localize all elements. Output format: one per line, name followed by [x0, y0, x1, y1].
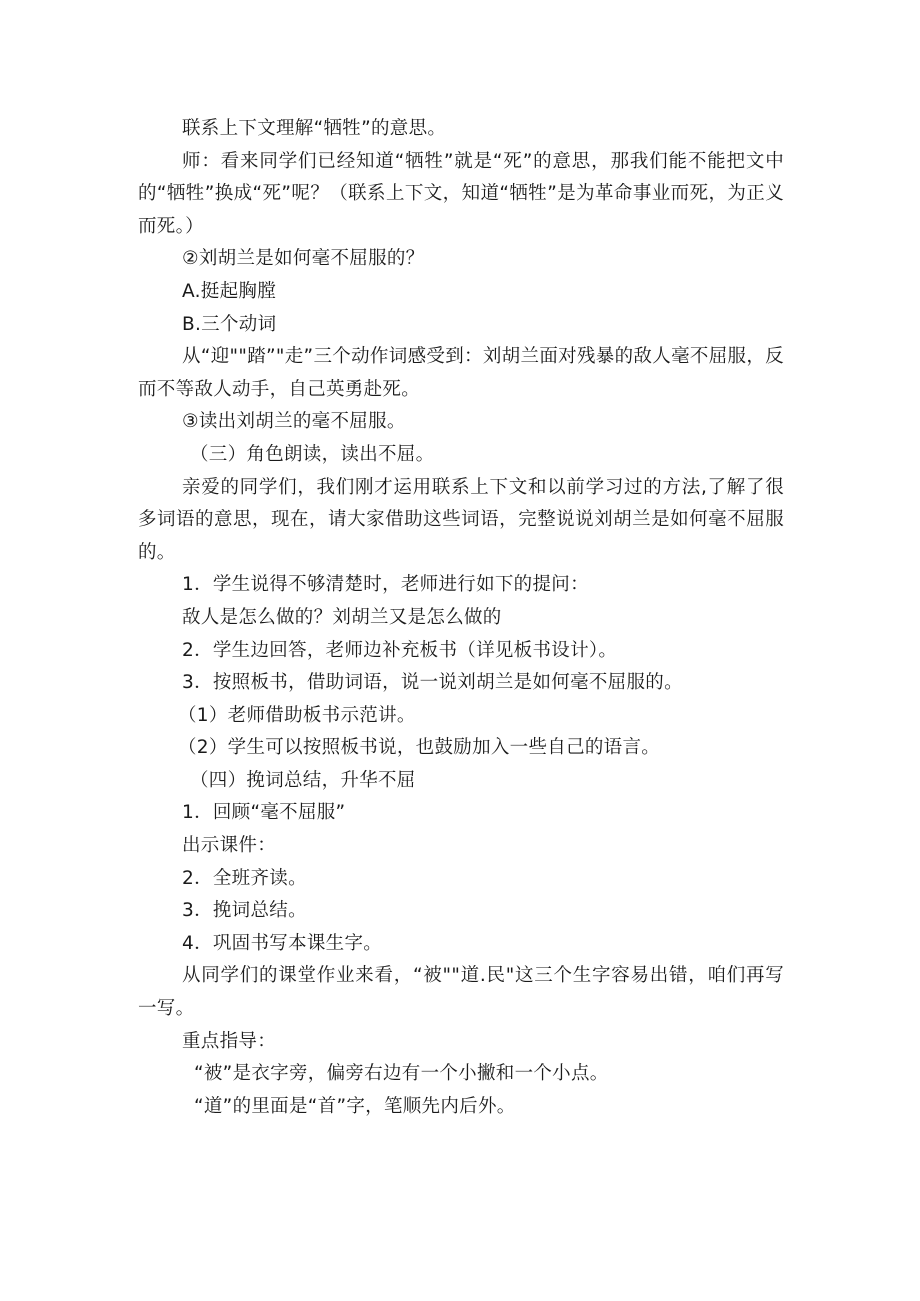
- paragraph: ③读出刘胡兰的毫不屈服。: [182, 411, 406, 433]
- list-item: 1．学生说得不够清楚时，老师进行如下的提问：: [182, 574, 589, 596]
- section-heading: （四）挽词总结，升华不屈: [190, 769, 416, 791]
- paragraph: 重点指导：: [182, 1030, 277, 1052]
- paragraph: 从“迎""踏”"走”三个动作词感受到：刘胡兰面对残暴的敌人毫不屈服，反而不等敌人动手，自己英勇赴死。: [138, 346, 784, 400]
- paragraph: 敌人是怎么做的？刘胡兰又是怎么做的: [182, 606, 502, 628]
- paragraph: “道”的里面是“首”字，笔顺先内后外。: [194, 1095, 516, 1117]
- list-item: （1）老师借助板书示范讲。: [178, 704, 416, 726]
- paragraph: 从同学们的课堂作业来看，“被""道.民"这三个生字容易出错，咱们再写一写。: [138, 965, 784, 1020]
- paragraph: B.三个动词: [182, 313, 277, 335]
- list-item: 3．挽词总结。: [182, 900, 307, 922]
- paragraph: 联系上下文理解“牺牲”的意思。: [182, 118, 447, 139]
- list-item: 3．按照板书，借助词语，说一说刘胡兰是如何毫不屈服的。: [182, 672, 683, 694]
- list-item: 4．巩固书写本课生字。: [182, 932, 383, 954]
- paragraph: A.挺起胸膛: [182, 280, 277, 302]
- list-item: 2．学生边回答，老师边补充板书（详见板书设计）。: [182, 639, 618, 661]
- section-heading: （三）角色朗读，读出不屈。: [190, 443, 435, 465]
- list-item: 1．回顾“毫不屈服”: [182, 802, 346, 824]
- paragraph: 亲爱的同学们，我们刚才运用联系上下文和以前学习过的方法,了解了很多词语的意思，现在，请大家借助这些词语，完整说说刘胡兰是如何毫不屈服的。: [138, 476, 784, 563]
- paragraph: 出示课件：: [182, 835, 277, 857]
- paragraph: ②刘胡兰是如何毫不屈服的？: [182, 248, 425, 270]
- document-page: [138, 113, 784, 1123]
- list-item: （2）学生可以按照板书说，也鼓励加入一些自己的语言。: [178, 737, 661, 759]
- list-item: 2．全班齐读。: [182, 867, 307, 889]
- paragraph: 师：看来同学们已经知道“牺牲”就是“死”的意思，那我们能不能把文中的“牺牲”换成“死”呢？（联系上下文，知道“牺牲”是为革命事业而死，为正义而死。）: [138, 150, 784, 237]
- paragraph: “被”是衣字旁，偏旁右边有一个小撇和一个小点。: [194, 1063, 609, 1085]
